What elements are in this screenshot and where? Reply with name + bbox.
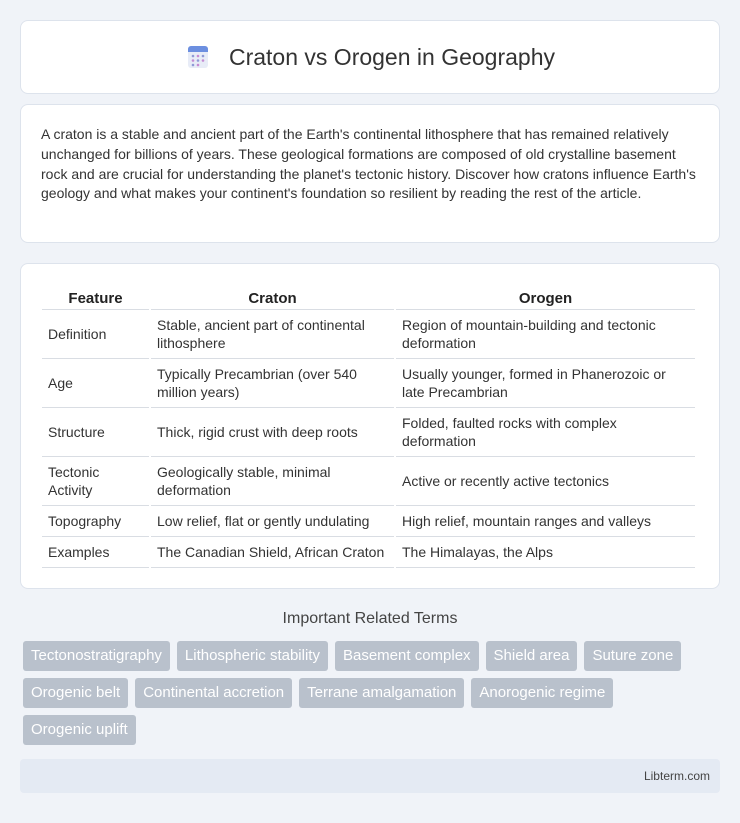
table-cell: Region of mountain-building and tectonic deformation xyxy=(396,310,695,359)
table-row xyxy=(42,359,695,408)
related-term-tag[interactable]: Orogenic belt xyxy=(23,678,128,708)
table-cell: Active or recently active tectonics xyxy=(396,457,695,506)
footer-site-link[interactable]: Libterm.com xyxy=(643,769,710,783)
table-cell: Topography xyxy=(42,506,149,537)
footer xyxy=(20,759,720,793)
table-cell: Usually younger, formed in Phanerozoic or late Precambrian xyxy=(396,359,695,408)
table-cell: High relief, mountain ranges and valleys xyxy=(396,506,695,537)
title-wrap xyxy=(185,44,555,71)
related-term-tag[interactable]: Suture zone xyxy=(584,641,681,671)
table-cell: Definition xyxy=(42,310,149,359)
related-terms-title: Important Related Terms xyxy=(282,610,458,627)
table-cell: Stable, ancient part of continental lithosphere xyxy=(151,310,394,359)
header-card xyxy=(20,20,720,94)
table-row xyxy=(42,537,695,568)
table-cell: Thick, rigid crust with deep roots xyxy=(151,408,394,457)
intro-card xyxy=(20,104,720,243)
related-term-tag[interactable]: Orogenic uplift xyxy=(23,715,136,745)
related-term-tag[interactable]: Tectonostratigraphy xyxy=(23,641,170,671)
header-orogen: Orogen xyxy=(396,284,695,310)
header-feature: Feature xyxy=(42,284,149,310)
table-cell: The Canadian Shield, African Craton xyxy=(151,537,394,568)
related-term-tag[interactable]: Continental accretion xyxy=(135,678,292,708)
related-term-tag[interactable]: Anorogenic regime xyxy=(471,678,613,708)
table-cell: Examples xyxy=(42,537,149,568)
intro-text: A craton is a stable and ancient part of the Earth's continental lithosphere that has remained relatively unchanged for billions of years. These geological formations are composed of old crystalline basement rock and are crucial for understanding the planet's tectonic history. Discover how cratons influence Earth's geology and what makes your continent's foundation so resilient by reading the rest of the article. xyxy=(41,126,696,202)
table-row xyxy=(42,506,695,537)
table-cell: Tectonic Activity xyxy=(42,457,149,506)
table-cell: Typically Precambrian (over 540 million years) xyxy=(151,359,394,408)
table-cell: The Himalayas, the Alps xyxy=(396,537,695,568)
related-term-tag[interactable]: Terrane amalgamation xyxy=(299,678,464,708)
related-term-tag[interactable]: Lithospheric stability xyxy=(177,641,328,671)
table-cell: Geologically stable, minimal deformation xyxy=(151,457,394,506)
related-term-tag[interactable]: Shield area xyxy=(486,641,578,671)
related-term-tag[interactable]: Basement complex xyxy=(335,641,479,671)
document-icon xyxy=(185,44,211,70)
table-cell: Structure xyxy=(42,408,149,457)
related-terms-tags xyxy=(23,641,723,745)
comparison-table xyxy=(40,284,697,568)
table-row xyxy=(42,457,695,506)
table-cell: Low relief, flat or gently undulating xyxy=(151,506,394,537)
table-cell: Folded, faulted rocks with complex deformation xyxy=(396,408,695,457)
comparison-table-card xyxy=(20,263,720,589)
table-cell: Age xyxy=(42,359,149,408)
page-title: Craton vs Orogen in Geography xyxy=(228,43,555,70)
header-craton: Craton xyxy=(151,284,394,310)
table-row xyxy=(42,310,695,359)
table-row xyxy=(42,408,695,457)
